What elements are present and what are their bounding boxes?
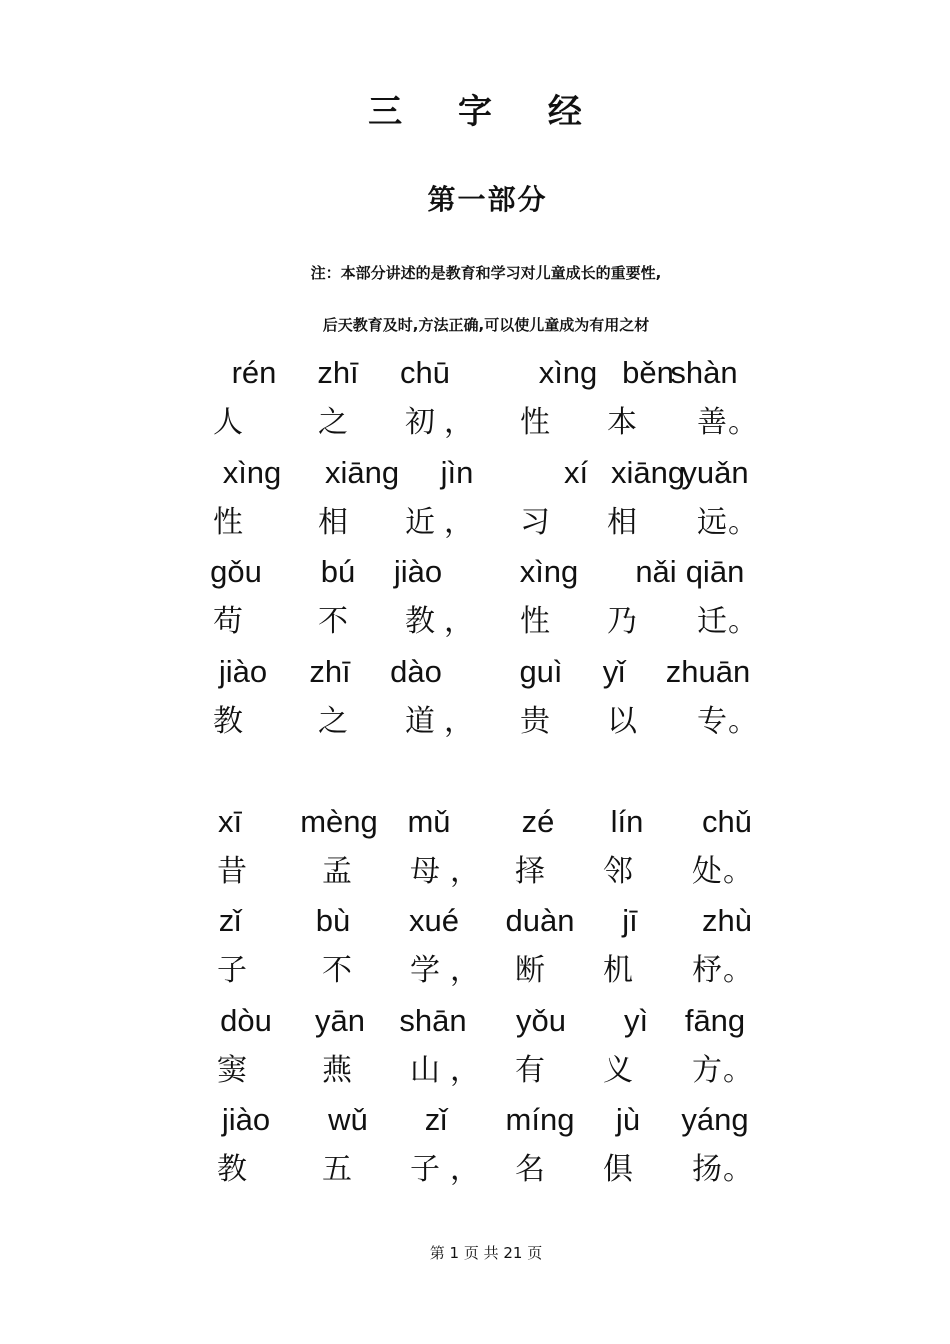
hanzi-character: 燕 <box>322 1053 352 1088</box>
hanzi-character: 苟 <box>213 604 243 639</box>
pinyin-syllable: yǐ <box>602 654 626 689</box>
document-title: 三 字 经 <box>368 92 604 132</box>
pinyin-syllable: zhuān <box>665 654 751 689</box>
pinyin-syllable: jìn <box>440 455 474 490</box>
pinyin-syllable: zhù <box>702 903 752 938</box>
period-punctuation: 。 <box>723 1152 753 1187</box>
pinyin-syllable: yáng <box>681 1102 749 1137</box>
period-punctuation: 。 <box>728 405 758 440</box>
comma-punctuation: ， <box>450 953 480 988</box>
hanzi-character: 之 <box>318 405 348 440</box>
pinyin-syllable: zhī <box>317 355 359 390</box>
hanzi-character: 不 <box>322 953 352 988</box>
hanzi-character: 相 <box>607 505 637 540</box>
hanzi-character: 处 <box>692 854 722 889</box>
note-line-1: 注：本部分讲述的是教育和学习对儿童成长的重要性, <box>310 264 662 282</box>
pinyin-syllable: guì <box>519 654 563 689</box>
hanzi-character: 子 <box>217 953 247 988</box>
hanzi-character: 相 <box>318 505 348 540</box>
hanzi-character: 教 <box>405 604 435 639</box>
hanzi-character: 以 <box>607 704 637 739</box>
period-punctuation: 。 <box>723 854 753 889</box>
pinyin-syllable: jiào <box>218 654 268 689</box>
pinyin-syllable: zhī <box>309 654 351 689</box>
hanzi-character: 本 <box>607 405 637 440</box>
hanzi-character: 断 <box>515 953 545 988</box>
pinyin-syllable: chū <box>400 355 450 390</box>
hanzi-character: 之 <box>318 704 348 739</box>
hanzi-character: 贵 <box>520 704 550 739</box>
pinyin-syllable: shān <box>399 1003 467 1038</box>
hanzi-character: 孟 <box>322 854 352 889</box>
pinyin-syllable: xìng <box>538 355 598 390</box>
pinyin-syllable: xué <box>409 903 459 938</box>
pinyin-syllable: jù <box>615 1102 641 1137</box>
period-punctuation: 。 <box>728 604 758 639</box>
pinyin-syllable: fāng <box>684 1003 746 1038</box>
hanzi-character: 教 <box>213 704 243 739</box>
hanzi-character: 义 <box>603 1053 633 1088</box>
hanzi-character: 性 <box>520 405 550 440</box>
period-punctuation: 。 <box>728 505 758 540</box>
pinyin-syllable: mèng <box>300 804 378 839</box>
hanzi-character: 择 <box>515 854 545 889</box>
pinyin-syllable: xī <box>217 804 243 839</box>
pinyin-syllable: yì <box>623 1003 649 1038</box>
pinyin-syllable: xí <box>563 455 589 490</box>
hanzi-character: 初 <box>405 405 435 440</box>
hanzi-character: 教 <box>217 1152 247 1187</box>
hanzi-character: 性 <box>520 604 550 639</box>
period-punctuation: 。 <box>723 1053 753 1088</box>
pinyin-syllable: yān <box>315 1003 365 1038</box>
hanzi-character: 善 <box>697 405 727 440</box>
pinyin-syllable: bú <box>320 554 356 589</box>
page-footer: 第 1 页 共 21 页 <box>429 1244 543 1262</box>
section-heading: 第一部分 <box>427 183 548 216</box>
hanzi-character: 有 <box>515 1053 545 1088</box>
pinyin-syllable: xiāng <box>610 455 686 490</box>
hanzi-character: 五 <box>322 1152 352 1187</box>
period-punctuation: 。 <box>723 953 753 988</box>
hanzi-character: 性 <box>213 505 243 540</box>
note-line-2: 后天教育及时,方法正确,可以使儿童成为有用之材 <box>322 316 650 334</box>
pinyin-syllable: jī <box>622 903 638 938</box>
pinyin-syllable: dào <box>390 654 442 689</box>
hanzi-character: 昔 <box>217 854 247 889</box>
hanzi-character: 远 <box>697 505 727 540</box>
pinyin-syllable: lín <box>610 804 644 839</box>
pinyin-syllable: xiāng <box>324 455 400 490</box>
pinyin-syllable: dòu <box>220 1003 272 1038</box>
hanzi-character: 名 <box>515 1152 545 1187</box>
comma-punctuation: ， <box>450 854 480 889</box>
pinyin-syllable: xìng <box>519 554 579 589</box>
hanzi-character: 窦 <box>217 1053 247 1088</box>
hanzi-character: 母 <box>410 854 440 889</box>
comma-punctuation: ， <box>444 704 474 739</box>
hanzi-character: 习 <box>520 505 550 540</box>
pinyin-syllable: nǎi <box>635 554 677 589</box>
pinyin-syllable: zǐ <box>424 1102 448 1137</box>
hanzi-character: 乃 <box>607 604 637 639</box>
hanzi-character: 学 <box>410 953 440 988</box>
pinyin-syllable: yuǎn <box>681 455 749 490</box>
pinyin-syllable: duàn <box>505 903 575 938</box>
pinyin-syllable: jiào <box>221 1102 271 1137</box>
pinyin-syllable: zé <box>521 804 555 839</box>
comma-punctuation: ， <box>444 405 474 440</box>
pinyin-syllable: xìng <box>222 455 282 490</box>
pinyin-syllable: wǔ <box>328 1102 368 1137</box>
hanzi-character: 俱 <box>603 1152 633 1187</box>
comma-punctuation: ， <box>450 1152 480 1187</box>
pinyin-syllable: qiān <box>685 554 745 589</box>
comma-punctuation: ， <box>444 505 474 540</box>
pinyin-syllable: gǒu <box>210 554 262 589</box>
pinyin-syllable: shàn <box>670 355 738 390</box>
pinyin-syllable: mǔ <box>407 804 451 839</box>
comma-punctuation: ， <box>450 1053 480 1088</box>
pinyin-syllable: zǐ <box>218 903 242 938</box>
hanzi-character: 邻 <box>603 854 633 889</box>
pinyin-syllable: běn <box>622 355 674 390</box>
pinyin-syllable: yǒu <box>516 1003 566 1038</box>
hanzi-character: 杼 <box>692 953 722 988</box>
hanzi-character: 方 <box>692 1053 722 1088</box>
comma-punctuation: ， <box>444 604 474 639</box>
hanzi-character: 子 <box>410 1152 440 1187</box>
hanzi-character: 山 <box>410 1053 440 1088</box>
hanzi-character: 专 <box>697 704 727 739</box>
hanzi-character: 近 <box>405 505 435 540</box>
pinyin-syllable: jiào <box>393 554 443 589</box>
hanzi-character: 人 <box>213 405 243 440</box>
pinyin-syllable: rén <box>231 355 277 390</box>
hanzi-character: 不 <box>318 604 348 639</box>
pinyin-syllable: míng <box>505 1102 575 1137</box>
period-punctuation: 。 <box>728 704 758 739</box>
pinyin-syllable: chǔ <box>702 804 752 839</box>
hanzi-character: 机 <box>603 953 633 988</box>
hanzi-character: 迁 <box>697 604 727 639</box>
hanzi-character: 扬 <box>692 1152 722 1187</box>
pinyin-syllable: bù <box>315 903 351 938</box>
hanzi-character: 道 <box>405 704 435 739</box>
